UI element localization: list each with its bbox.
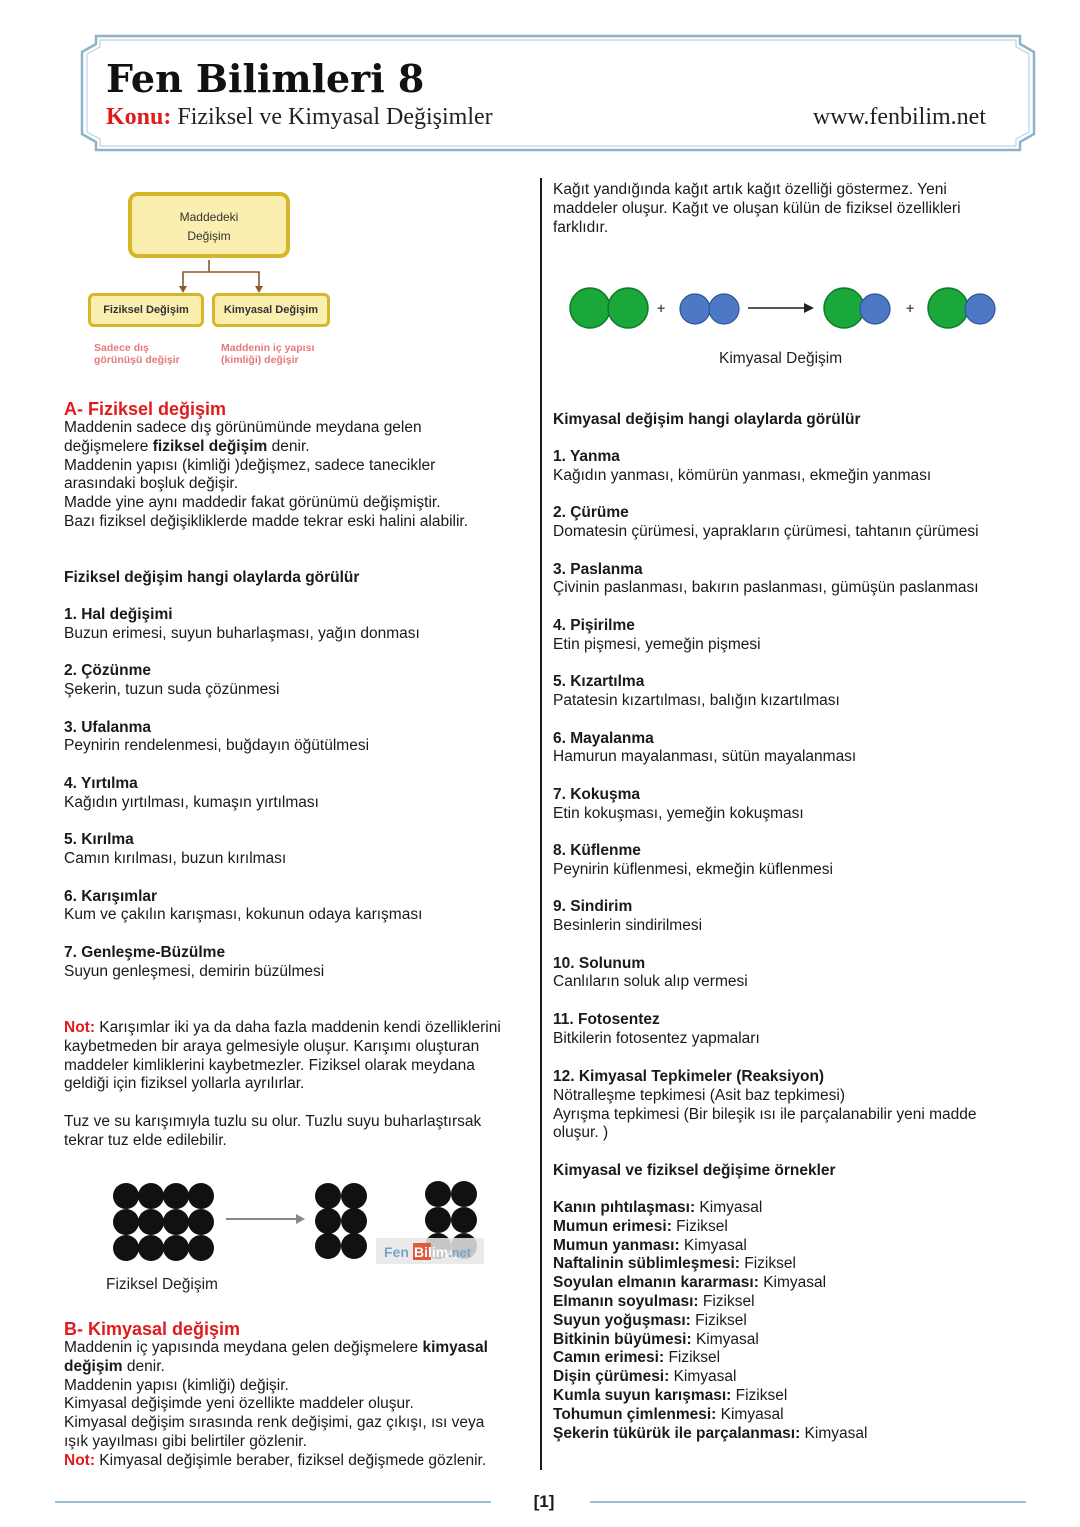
physical-def-text: değişmelere (64, 437, 153, 455)
list-item (64, 662, 279, 700)
list-item-desc: Bitkilerin fotosentez yapmaları (553, 1029, 760, 1047)
intro-line: maddeler oluşur. Kağıt ve oluşan külün de fiziksel özellikleri (553, 199, 961, 217)
example-label: Suyun yoğuşması: (553, 1311, 691, 1329)
list-item-desc: oluşur. ) (553, 1124, 609, 1142)
green-atom (570, 288, 610, 328)
example-value: Fiziksel (731, 1386, 788, 1404)
example-label: Mumun erimesi: (553, 1217, 672, 1235)
example-value: Fiziksel (664, 1349, 721, 1367)
mixture-note-line: kaybetmeden bir araya gelmesiyle oluşur. Karışımı oluşturan (64, 1037, 480, 1055)
physical-def-line: Bazı fiziksel değişikliklerde madde tekrar eski halini alabilir. (64, 512, 469, 530)
page-header (78, 34, 1038, 152)
list-item-title: 3. Paslanma (553, 560, 643, 578)
list-item-desc: Çivinin paslanması, bakırın paslanması, gümüşün paslanması (553, 579, 979, 597)
physical-def-line: Maddenin yapısı (kimliği )değişmez, sadece tanecikler (64, 456, 436, 474)
mixture-note-line: geldiği için fiziksel yollarla ayrılırlar. (64, 1075, 305, 1093)
example-label: Mumun yanması: (553, 1236, 680, 1254)
watermark-fen: Fen (384, 1244, 409, 1260)
green-atom (824, 288, 864, 328)
list-item-title: 8. Küflenme (553, 842, 641, 860)
example-row (553, 1349, 867, 1368)
list-item-desc: Nötralleşme tepkimesi (Asit baz tepkimesi) (553, 1086, 846, 1104)
list-item-title: 2. Çürüme (553, 504, 629, 522)
list-item-title: 9. Sindirim (553, 898, 633, 916)
physical-change-illustration (108, 1178, 490, 1270)
chemical-def-text: Maddenin iç yapısında meydana gelen değişmelere (64, 1339, 423, 1356)
example-value: Kimyasal (716, 1405, 784, 1423)
example-row (553, 1406, 867, 1425)
diagram-physical-box: Fiziksel Değişim (88, 293, 204, 327)
physical-def-line: arasındaki boşluk değişir. (64, 475, 239, 493)
list-item-desc: Peynirin küflenmesi, ekmeğin küflenmesi (553, 860, 833, 878)
examples-heading: Kimyasal ve fiziksel değişime örnekler (553, 1162, 836, 1179)
list-item-desc: Buzun erimesi, suyun buharlaşması, yağın donması (64, 624, 420, 642)
blue-atom (680, 294, 710, 324)
list-item-title: 2. Çözünme (64, 662, 151, 680)
list-item-title: 10. Solunum (553, 954, 646, 972)
list-item-title: 1. Hal değişimi (64, 606, 173, 623)
physical-def-term: fiziksel değişim (152, 437, 268, 455)
list-item-desc: Ayrışma tepkimesi (Bir bileşik ısı ile parçalanabilir yeni madde (553, 1105, 977, 1123)
topic-line (106, 104, 493, 131)
chemical-def-line: Kimyasal değişimde yeni özellikte maddeler oluşur. (64, 1395, 414, 1413)
physical-def-line: Maddenin sadece dış görünümünde meydana gelen (64, 419, 422, 436)
example-row (553, 1425, 867, 1444)
diagram-physical-note (94, 342, 180, 366)
list-item-title: 3. Ufalanma (64, 718, 152, 736)
list-item-desc: Hamurun mayalanması, sütün mayalanması (553, 748, 857, 766)
blue-atom (965, 294, 995, 324)
physical-change-caption: Fiziksel Değişim (106, 1276, 218, 1293)
diagram-chemical-note-line2: (kimliği) değişir (221, 354, 299, 366)
examples-list (553, 1199, 867, 1443)
chemical-def-line (64, 1358, 488, 1377)
mixture-note-line (64, 1019, 501, 1038)
note-label: Not: (64, 1019, 95, 1036)
diagram-main-box (128, 192, 290, 258)
example-row (553, 1293, 867, 1312)
example-label: Şekerin tükürük ile parçalanması: (553, 1424, 801, 1442)
chemical-item-12 (553, 1068, 977, 1143)
particles-group-1 (315, 1183, 367, 1259)
diagram-main-line1: Maddedeki (179, 210, 239, 224)
example-value: Fiziksel (690, 1311, 747, 1329)
list-item-desc: Etin kokuşması, yemeğin kokuşması (553, 804, 804, 822)
chemical-note-line (64, 1452, 488, 1471)
list-item-title: 5. Kızartılma (553, 673, 645, 691)
list-item (64, 719, 369, 757)
list-item (64, 944, 324, 982)
example-row (553, 1237, 867, 1256)
mixture-note (64, 1019, 501, 1094)
footer-rule-right (590, 1501, 1026, 1503)
salt-water-line: tekrar tuz elde edilebilir. (64, 1131, 227, 1149)
example-label: Kumla suyun karışması: (553, 1386, 732, 1404)
salt-water-text (64, 1113, 481, 1151)
list-item-desc: Kum ve çakılın karışması, kokunun odaya karışması (64, 906, 423, 924)
example-label: Tohumun çimlenmesi: (553, 1405, 717, 1423)
topic-label: Konu: (106, 104, 172, 130)
page-title: Fen Bilimleri 8 (106, 56, 425, 101)
list-item-desc: Patatesin kızartılması, balığın kızartılması (553, 691, 840, 709)
list-item-desc: Camın kırılması, buzun kırılması (64, 849, 287, 867)
diagram-physical-note-line2: görünüşü değişir (94, 354, 180, 366)
watermark-net: .net (448, 1245, 472, 1260)
chemical-list-heading: Kimyasal değişim hangi olaylarda görülür (553, 411, 861, 428)
example-label: Naftalinin süblimleşmesi: (553, 1255, 740, 1273)
particles-before (113, 1183, 214, 1261)
example-value: Kimyasal (695, 1199, 763, 1216)
chemical-def-line (64, 1339, 488, 1358)
example-value: Kimyasal (800, 1424, 868, 1442)
list-item-title: 5. Kırılma (64, 831, 134, 849)
diagram-chemical-box: Kimyasal Değişim (212, 293, 330, 327)
physical-change-heading: A- Fiziksel değişim (64, 399, 227, 419)
list-item (64, 606, 420, 644)
example-row (553, 1368, 867, 1387)
physical-def-line (64, 438, 468, 457)
list-item (64, 831, 286, 869)
example-row (553, 1387, 867, 1406)
column-divider (540, 178, 542, 1470)
chemical-note-text: Kimyasal değişimle beraber, fiziksel değişmede gözlenir. (95, 1451, 487, 1469)
diagram-chemical-note (221, 342, 314, 366)
example-label: Bitkinin büyümesi: (553, 1330, 692, 1348)
blue-atom (709, 294, 739, 324)
watermark-bilim: Bilim (414, 1244, 449, 1260)
example-row (553, 1255, 867, 1274)
example-row (553, 1312, 867, 1331)
example-label: Dişin çürümesi: (553, 1368, 670, 1386)
example-label: Elmanın soyulması: (553, 1292, 699, 1310)
green-atom (608, 288, 648, 328)
example-row (553, 1218, 867, 1237)
physical-list-heading: Fiziksel değişim hangi olaylarda görülür (64, 569, 360, 586)
list-item-desc: Besinlerin sindirilmesi (553, 917, 703, 935)
example-value: Fiziksel (671, 1217, 728, 1235)
chemical-def-text: denir. (122, 1357, 165, 1375)
list-item-desc: Domatesin çürümesi, yaprakların çürümesi, tahtanın çürümesi (553, 523, 979, 541)
list-item (64, 775, 319, 813)
physical-change-definition (64, 419, 468, 532)
topic-text: Fiziksel ve Kimyasal Değişimler (171, 104, 493, 130)
note-label: Not: (64, 1451, 95, 1469)
physical-def-text: denir. (267, 437, 310, 455)
list-item-title: 11. Fotosentez (553, 1011, 660, 1028)
list-item (553, 955, 748, 993)
diagram-main-line2: Değişim (187, 229, 231, 243)
chemical-change-definition (64, 1339, 488, 1471)
list-item (553, 730, 856, 768)
intro-line: farklıdır. (553, 218, 609, 236)
list-item-title: 7. Genleşme-Büzülme (64, 943, 226, 961)
diagram-physical-note-line1: Sadece dış (94, 342, 149, 354)
plus-sign: + (657, 300, 666, 316)
example-value: Kimyasal (691, 1330, 759, 1348)
list-item-desc: Suyun genleşmesi, demirin büzülmesi (64, 962, 325, 980)
list-item-title: 4. Pişirilme (553, 616, 635, 634)
list-item-title: 6. Karışımlar (64, 887, 158, 905)
plus-sign: + (906, 300, 915, 316)
example-value: Kimyasal (679, 1236, 747, 1254)
list-item (553, 673, 840, 711)
list-item (553, 786, 804, 824)
list-item (553, 504, 979, 542)
example-value: Kimyasal (669, 1368, 737, 1386)
chemical-def-line: Maddenin yapısı (kimliği) değişir. (64, 1376, 289, 1394)
intro-line: Kağıt yandığında kağıt artık kağıt özelliği göstermez. Yeni (553, 181, 947, 198)
list-item-title: 6. Mayalanma (553, 729, 654, 747)
example-value: Kimyasal (758, 1274, 827, 1292)
chemical-def-term: kimyasal (422, 1339, 488, 1356)
list-item-desc: Kağıdın yırtılması, kumaşın yırtılması (64, 793, 319, 811)
list-item (553, 842, 833, 880)
chemical-change-heading: B- Kimyasal değişim (64, 1319, 241, 1339)
example-label: Soyulan elmanın kararması: (553, 1274, 759, 1292)
page-number: [1] (533, 1492, 555, 1511)
list-item-desc: Canlıların soluk alıp vermesi (553, 973, 748, 991)
example-row (553, 1331, 867, 1350)
diagram-chemical-note-line1: Maddenin iç yapısı (221, 342, 315, 354)
example-label: Kanın pıhtılaşması: (553, 1199, 696, 1216)
footer-rule-left (55, 1501, 491, 1503)
example-value: Fiziksel (739, 1255, 796, 1273)
example-row (553, 1199, 867, 1218)
paper-burning-intro (553, 181, 961, 237)
list-item-title: 1. Yanma (553, 448, 620, 465)
list-item-title: 4. Yırtılma (64, 774, 138, 792)
chemical-def-term: değişim (64, 1357, 123, 1375)
arrow-head (296, 1214, 305, 1224)
example-value: Fiziksel (698, 1292, 755, 1310)
list-item (553, 448, 931, 486)
site-url: www.fenbilim.net (812, 104, 986, 130)
list-item-title: 12. Kimyasal Tepkimeler (Reaksiyon) (553, 1068, 825, 1085)
list-item-desc: Kağıdın yanması, kömürün yanması, ekmeğin yanması (553, 466, 932, 484)
list-item (553, 898, 702, 936)
mixture-note-text: Karışımlar iki ya da daha fazla maddenin kendi özelliklerini (95, 1019, 501, 1036)
list-item-desc: Şekerin, tuzun suda çözünmesi (64, 681, 280, 699)
list-item (553, 561, 979, 599)
example-label: Camın erimesi: (553, 1349, 665, 1367)
chemical-def-line: Kimyasal değişim sırasında renk değişimi, gaz çıkışı, ısı veya (64, 1414, 485, 1432)
list-item (553, 1011, 760, 1049)
list-item-title: 7. Kokuşma (553, 785, 641, 803)
chemical-def-line: ışık yayılması gibi belirtiler gözlenir. (64, 1432, 307, 1450)
change-diagram (88, 190, 338, 375)
mixture-note-line: maddeler kimliklerini kaybetmezler. Fiziksel olarak meydana (64, 1056, 475, 1074)
salt-water-line: Tuz ve su karışımıyla tuzlu su olur. Tuzlu suyu buharlaştırsak (64, 1113, 482, 1130)
physical-def-line: Madde yine aynı maddedir fakat görünümü değişmiştir. (64, 494, 441, 512)
chemical-change-caption: Kimyasal Değişim (719, 350, 843, 367)
chemical-change-illustration (568, 284, 1000, 332)
reaction-arrow-head (804, 303, 814, 313)
list-item-desc: Etin pişmesi, yemeğin pişmesi (553, 635, 761, 653)
list-item (553, 617, 761, 655)
example-row (553, 1274, 867, 1293)
green-atom (928, 288, 968, 328)
blue-atom (860, 294, 890, 324)
list-item (64, 888, 422, 926)
list-item-desc: Peynirin rendelenmesi, buğdayın öğütülmesi (64, 737, 370, 755)
